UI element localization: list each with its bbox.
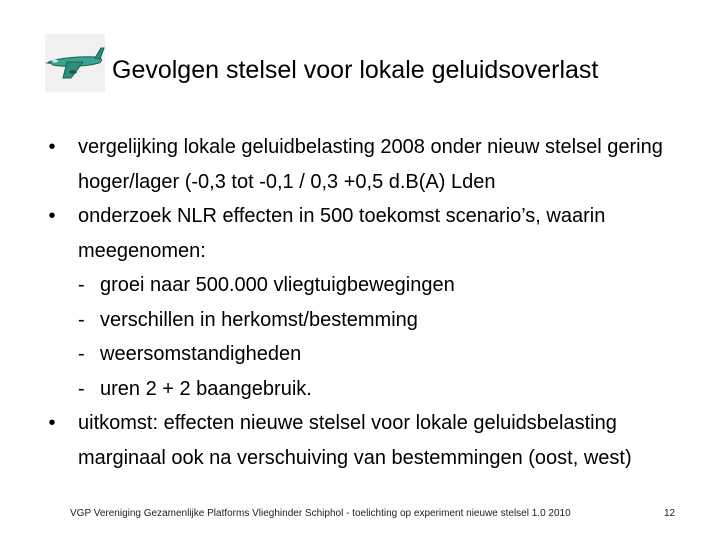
sub-marker: -: [78, 274, 85, 296]
sub-text: verschillen in herkomst/bestemming: [100, 308, 418, 331]
sub-marker: -: [78, 343, 85, 365]
bullet-marker: •: [48, 136, 56, 158]
airplane-logo: [45, 34, 105, 92]
sub-marker: -: [78, 377, 85, 400]
sub-item: [78, 303, 692, 338]
bullet-list: [42, 130, 692, 475]
bullet-text: uitkomst: effecten nieuwe stelsel voor lokale geluidsbelasting marginaal ook na verschuiving van bestemmingen (oost, west): [78, 412, 632, 469]
sub-text: uren 2 + 2 baangebruik.: [100, 377, 312, 400]
bullet-text: onderzoek NLR effecten in 500 toekomst scenario’s, waarin meegenomen:: [78, 205, 606, 262]
sub-item: [78, 268, 692, 303]
airplane-icon: [45, 34, 105, 92]
page-number: 12: [664, 508, 676, 519]
sub-item: [78, 337, 692, 372]
bullet-marker: •: [48, 205, 56, 227]
bullet-item: [42, 406, 692, 475]
sub-marker: -: [78, 308, 85, 331]
sub-list: [78, 268, 692, 406]
sub-text: groei naar 500.000 vliegtuigbewegingen: [100, 274, 455, 296]
footer-text: VGP Vereniging Gezamenlijke Platforms Vlieghinder Schiphol - toelichting op experiment nieuwe stelsel 1.0 2010: [70, 508, 571, 519]
bullet-marker: •: [48, 412, 56, 434]
slide-title: Gevolgen stelsel voor lokale geluidsoverlast: [112, 56, 599, 84]
bullet-text: vergelijking lokale geluidbelasting 2008 onder nieuw stelsel gering hoger/lager (-0,3 tot -0,1 / 0,3 +0,5 d.B(A) Lden: [78, 136, 663, 193]
bullet-item: [42, 130, 692, 199]
sub-item: [78, 372, 692, 407]
sub-text: weersomstandigheden: [100, 343, 302, 365]
bullet-item: [42, 199, 692, 406]
